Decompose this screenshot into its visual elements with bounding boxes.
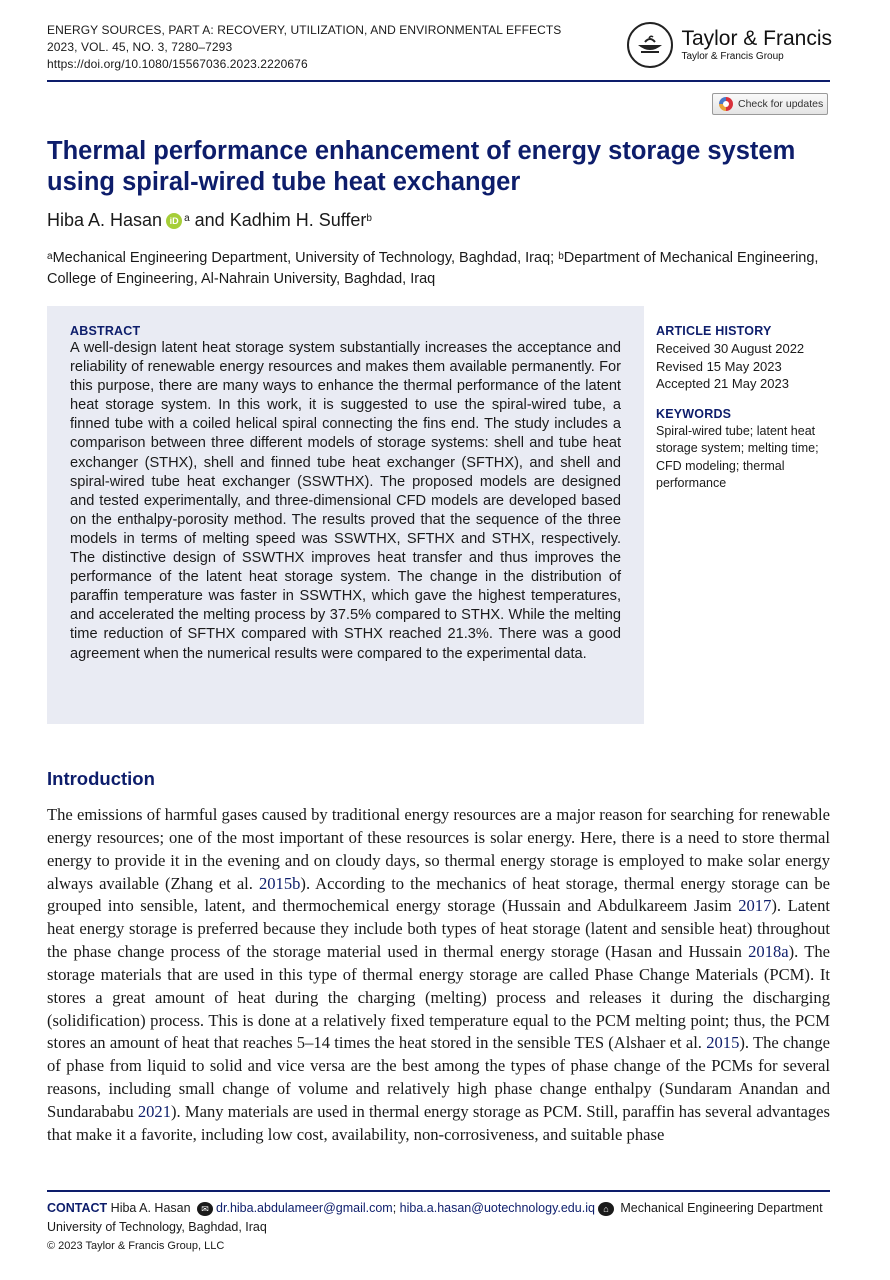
contact-address: Mechanical Engineering Department University of Technology, Baghdad, Iraq bbox=[47, 1201, 823, 1234]
accepted-date: Accepted 21 May 2023 bbox=[656, 376, 789, 391]
header-divider bbox=[47, 80, 830, 82]
abstract-label: ABSTRACT bbox=[70, 324, 141, 338]
check-updates-label: Check for updates bbox=[738, 98, 824, 110]
journal-header bbox=[47, 22, 832, 82]
address-icon: ⌂ bbox=[598, 1202, 614, 1216]
abstract-text: A well-design latent heat storage system substantially increases the acceptance and reliability of renewable energy resources and makes them available permanently. For this purpose, there are many ways to enhance the thermal performance of the latent heat storage system. In this work, it is suggested to use the spiral-wired tube, a finned tube with a coiled helical spiral connecting the fins end. The study includes a comparison between three different models of storage systems: shell and tube heat exchanger (STHX), shell and finned tube heat exchanger (SFTHX), and shell and spiral-wired tube heat exchanger (SSWTHX). The proposed models are designed and tested experimentally, and three-dimensional CFD models are developed based on the enthalpy-porosity method. The results proved that the sequence of the three models in terms of melting speed was SSWTHX, SFTHX and STHX, respectively. The distinctive design of SSWTHX improves heat transfer and thus improves the performance of the latent heat storage system. The change in the distribution of paraffin temperature was faster in SSWTHX, which gave the highest temperatures, and accelerated the melting process by 37.5% compared to STHX. While the melting time reduction of SFTHX compared with STHX reached 21.3%. There was a good agreement when the numerical results were compared to the experimental data. bbox=[70, 340, 621, 662]
article-history-label: ARTICLE HISTORY bbox=[656, 324, 772, 338]
keywords-label: KEYWORDS bbox=[656, 406, 732, 421]
author-2-affil: b bbox=[366, 213, 372, 224]
abstract-box bbox=[47, 306, 644, 724]
citation-link[interactable]: 2018a bbox=[748, 942, 789, 962]
publisher-logo[interactable] bbox=[627, 22, 832, 68]
affiliations bbox=[47, 248, 832, 290]
affil-b-text: Department of Mechanical Engineering, College of Engineering, Al-Nahrain University, Baghdad, Iraq bbox=[47, 250, 819, 287]
journal-name: ENERGY SOURCES, PART A: RECOVERY, UTILIZATION, AND ENVIRONMENTAL EFFECTS bbox=[47, 23, 562, 37]
introduction-heading: Introduction bbox=[47, 768, 155, 789]
affil-a-marker: a bbox=[47, 251, 53, 262]
intro-text-2: ). According to the mechanics of heat storage, thermal energy storage can be grouped into sensible, latent, and thermochemical energy storage (Hussain and Abdulkareem Jasim bbox=[47, 873, 830, 916]
email-icon: ✉ bbox=[197, 1202, 213, 1216]
citation-link[interactable]: 2015 bbox=[706, 1033, 740, 1053]
introduction-paragraph bbox=[47, 804, 830, 1147]
author-conjunction: and bbox=[189, 210, 230, 230]
author-1[interactable]: Hiba A. Hasan bbox=[47, 210, 163, 230]
email-separator: ; bbox=[392, 1201, 400, 1215]
footer-divider bbox=[47, 1190, 830, 1192]
email-link-2[interactable]: hiba.a.hasan@uotechnology.edu.iq bbox=[399, 1201, 595, 1215]
author-1-affil: a bbox=[184, 213, 190, 224]
volume-line: 2023, VOL. 45, NO. 3, 7280–7293 bbox=[47, 40, 233, 54]
intro-text-1: The emissions of harmful gases caused by traditional energy resources are a major reason for searching for renewable energy resources; one of the most important of these resources is solar energy. Here, there is a need to store thermal energy to provide it in the evening and on cloudy days, so thermal energy storage is employed to make solar energy always available (Zhang et al. bbox=[47, 805, 830, 893]
article-sidebar bbox=[656, 324, 836, 493]
author-line bbox=[47, 210, 372, 231]
intro-text-6: ). Many materials are used in thermal energy storage as PCM. Still, paraffin has several advantages that make it a favorite, including low cost, availability, non-corrosiveness, and suitable phase bbox=[47, 1101, 830, 1144]
doi-link[interactable]: https://doi.org/10.1080/15567036.2023.2220676 bbox=[47, 57, 308, 71]
citation-link[interactable]: 2017 bbox=[738, 896, 772, 916]
email-link-1[interactable]: dr.hiba.abdulameer@gmail.com bbox=[216, 1201, 393, 1215]
publisher-group: Taylor & Francis Group bbox=[681, 51, 784, 62]
keywords-text: Spiral-wired tube; latent heat storage system; melting time; CFD modeling; thermal performance bbox=[656, 423, 819, 490]
affil-b-marker: b bbox=[558, 251, 564, 262]
citation-link[interactable]: 2015b bbox=[258, 873, 301, 893]
affil-a-text: Mechanical Engineering Department, University of Technology, Baghdad, Iraq; bbox=[52, 250, 559, 266]
check-updates-button[interactable] bbox=[712, 93, 828, 115]
intro-text-5: ). The change of phase from liquid to solid and vice versa are the best among the types of phase change of the PCMs for several reasons, including small change of volume and relatively high phase change enthalpy (Sundaram Anandan and Sundarababu bbox=[47, 1033, 830, 1121]
contact-info bbox=[47, 1199, 832, 1237]
citation-link[interactable]: 2021 bbox=[137, 1101, 172, 1121]
publisher-name: Taylor & Francis bbox=[681, 27, 832, 50]
contact-label: CONTACT bbox=[47, 1201, 108, 1215]
check-updates-icon bbox=[719, 97, 733, 111]
received-date: Received 30 August 2022 bbox=[656, 341, 805, 356]
revised-date: Revised 15 May 2023 bbox=[656, 358, 782, 374]
taylor-francis-logo-icon bbox=[627, 22, 673, 68]
intro-text-3: ). Latent heat energy storage is preferred because they include both types of heat storage (latent and sensible heat) throughout the phase change process of the storage material used in thermal energy storage (Hasan and Hussain bbox=[47, 896, 830, 962]
contact-name: Hiba A. Hasan bbox=[107, 1201, 195, 1215]
article-title: Thermal performance enhancement of energy storage system using spiral-wired tube heat exchanger bbox=[47, 137, 796, 196]
copyright-notice: © 2023 Taylor & Francis Group, LLC bbox=[47, 1240, 225, 1252]
orcid-icon[interactable]: iD bbox=[166, 213, 182, 229]
intro-text-4: ). The storage materials that are used in this type of thermal energy storage are called Phase Change Materials (PCM). It stores a great amount of heat during the charging (melting) process and releases it during the discharging (solidification) process. This is done at a relatively fixed temperature equal to the PCM melting point; thus, the PCM stores an amount of heat that reaches 5–14 times the heat stored in the sensible TES (Alshaer et al. bbox=[47, 942, 830, 1053]
author-2[interactable]: Kadhim H. Suffer bbox=[229, 210, 367, 230]
